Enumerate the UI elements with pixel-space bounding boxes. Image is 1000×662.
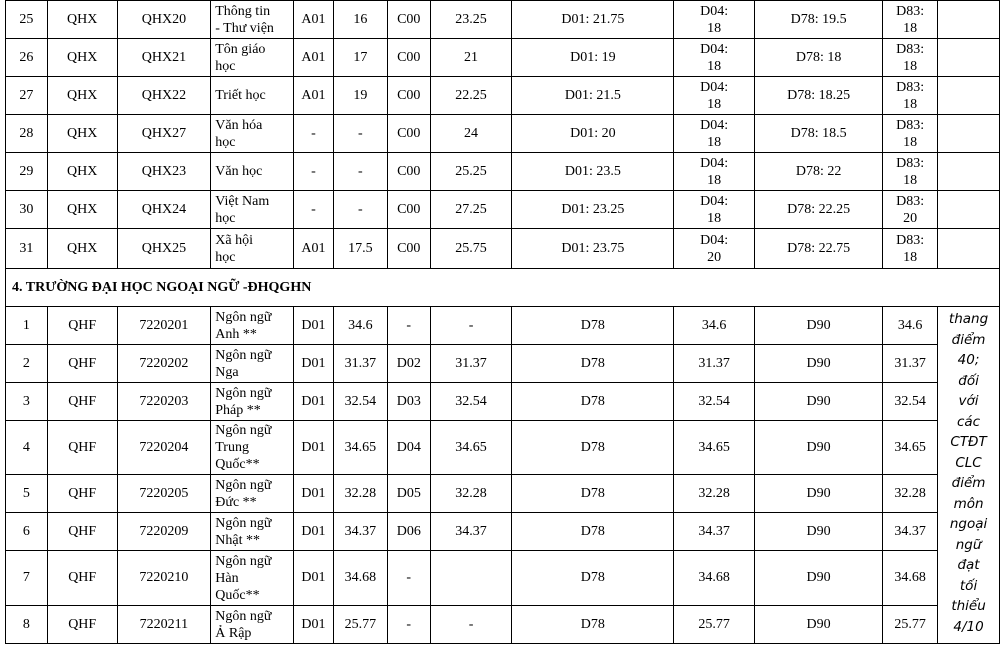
block-d01: D01: 23.5 <box>512 153 674 191</box>
table-row <box>6 1 1000 39</box>
score-4: 31.37 <box>883 345 938 383</box>
score-note-line: ngoại <box>949 516 988 532</box>
school-code: QHF <box>47 551 117 606</box>
block-1: D01 <box>294 475 334 513</box>
table-row <box>6 513 1000 551</box>
major-name-line: Ngôn ngữ <box>215 477 272 493</box>
block-d04-line: D04: <box>700 41 729 57</box>
block-d04-line: D04: <box>700 79 729 95</box>
block-d04 <box>674 229 755 269</box>
score-1: 34.68 <box>333 551 387 606</box>
score-1: 17 <box>333 39 387 77</box>
score-1: 17.5 <box>333 229 387 269</box>
score-4: 34.37 <box>883 513 938 551</box>
block-3: D78 <box>512 307 674 345</box>
block-d83-line: D83: <box>896 117 925 133</box>
major-name-line: Văn học <box>215 164 263 179</box>
block-2: - <box>387 606 430 644</box>
row-number: 31 <box>6 229 48 269</box>
score-3: 32.28 <box>674 475 755 513</box>
row-number: 25 <box>6 1 48 39</box>
block-d04 <box>674 115 755 153</box>
score-4: 25.77 <box>883 606 938 644</box>
score-2: 25.75 <box>430 229 512 269</box>
row-number: 2 <box>6 345 48 383</box>
block-d04 <box>674 39 755 77</box>
block-d83-line: 20 <box>903 210 918 226</box>
block-d83 <box>883 115 938 153</box>
block-d83 <box>883 229 938 269</box>
block-2: C00 <box>387 115 430 153</box>
major-name <box>211 606 294 644</box>
block-2: C00 <box>387 153 430 191</box>
school-code: QHF <box>47 513 117 551</box>
block-d78: D78: 22 <box>754 153 882 191</box>
row-number: 27 <box>6 77 48 115</box>
block-1: A01 <box>294 77 334 115</box>
block-d01: D01: 21.75 <box>512 1 674 39</box>
school-code: QHX <box>47 1 117 39</box>
block-d83-line: 18 <box>903 249 918 265</box>
score-note-line: điểm <box>951 331 986 348</box>
score-1: - <box>333 115 387 153</box>
row-number: 7 <box>6 551 48 606</box>
row-number: 28 <box>6 115 48 153</box>
school-code: QHX <box>47 115 117 153</box>
major-name-line: học <box>215 249 236 265</box>
empty-cell <box>938 39 1000 77</box>
block-d04-line: 18 <box>707 172 722 188</box>
block-4: D90 <box>754 606 882 644</box>
block-d83-line: 18 <box>903 134 918 150</box>
block-d83-line: 18 <box>903 172 918 188</box>
major-name-line: Ngôn ngữ <box>215 309 272 325</box>
major-name-line: học <box>215 58 236 74</box>
score-1: 31.37 <box>333 345 387 383</box>
block-3: D78 <box>512 551 674 606</box>
major-name-line: Ngôn ngữ <box>215 385 272 401</box>
major-code: QHX23 <box>117 153 211 191</box>
major-name <box>211 383 294 421</box>
block-3: D78 <box>512 475 674 513</box>
block-d04-line: 20 <box>707 249 722 265</box>
score-2: 21 <box>430 39 512 77</box>
score-1: 16 <box>333 1 387 39</box>
block-2: - <box>387 307 430 345</box>
score-2: - <box>430 307 512 345</box>
block-2: D05 <box>387 475 430 513</box>
table-row <box>6 421 1000 475</box>
row-number: 1 <box>6 307 48 345</box>
block-2: D06 <box>387 513 430 551</box>
table-row <box>6 39 1000 77</box>
major-name-line: Pháp ** <box>215 402 261 418</box>
school-code: QHF <box>47 307 117 345</box>
table-row <box>6 551 1000 606</box>
row-number: 4 <box>6 421 48 475</box>
score-1: 19 <box>333 77 387 115</box>
table-row <box>6 307 1000 345</box>
block-d78: D78: 18 <box>754 39 882 77</box>
table-row <box>6 229 1000 269</box>
row-number: 8 <box>6 606 48 644</box>
score-note <box>938 307 1000 644</box>
major-code: QHX22 <box>117 77 211 115</box>
score-2: 31.37 <box>430 345 512 383</box>
score-1: 25.77 <box>333 606 387 644</box>
major-name-line: Ngôn ngữ <box>215 423 272 438</box>
block-2: C00 <box>387 77 430 115</box>
block-d78: D78: 22.75 <box>754 229 882 269</box>
major-name-line: Việt Nam <box>215 193 270 209</box>
block-3: D78 <box>512 606 674 644</box>
block-d04 <box>674 191 755 229</box>
block-2: D04 <box>387 421 430 475</box>
major-name-line: học <box>215 134 236 150</box>
block-d78: D78: 22.25 <box>754 191 882 229</box>
score-2: 22.25 <box>430 77 512 115</box>
major-code: 7220203 <box>117 383 211 421</box>
major-name-line: Triết học <box>215 88 266 103</box>
block-4: D90 <box>754 513 882 551</box>
score-note-line: môn <box>953 495 984 512</box>
block-4: D90 <box>754 475 882 513</box>
school-code: QHF <box>47 475 117 513</box>
major-name-line: Ngôn ngữ <box>215 347 272 363</box>
major-name <box>211 551 294 606</box>
block-d83-line: D83: <box>896 3 925 19</box>
block-3: D78 <box>512 345 674 383</box>
block-4: D90 <box>754 307 882 345</box>
score-2: 34.37 <box>430 513 512 551</box>
block-1: D01 <box>294 606 334 644</box>
block-1: - <box>294 153 334 191</box>
table-row <box>6 153 1000 191</box>
block-4: D90 <box>754 383 882 421</box>
score-2: 27.25 <box>430 191 512 229</box>
score-1: 32.28 <box>333 475 387 513</box>
block-2: C00 <box>387 191 430 229</box>
score-1: - <box>333 191 387 229</box>
block-3: D78 <box>512 383 674 421</box>
score-note-line: đạt <box>957 557 980 573</box>
major-name <box>211 307 294 345</box>
table-row <box>6 606 1000 644</box>
block-d83-line: D83: <box>896 193 925 209</box>
block-d83 <box>883 77 938 115</box>
block-1: A01 <box>294 39 334 77</box>
score-note-line: các <box>956 413 981 430</box>
school-code: QHF <box>47 345 117 383</box>
block-d83-line: 18 <box>903 58 918 74</box>
block-d04-line: D04: <box>700 232 729 248</box>
score-2: 23.25 <box>430 1 512 39</box>
block-d04 <box>674 1 755 39</box>
row-number: 3 <box>6 383 48 421</box>
block-1: A01 <box>294 1 334 39</box>
block-d04-line: 18 <box>707 134 722 150</box>
major-name-line: Tôn giáo <box>215 41 266 57</box>
score-3: 31.37 <box>674 345 755 383</box>
admission-score-table <box>5 0 1000 644</box>
block-d83-line: D83: <box>896 79 925 95</box>
block-d83 <box>883 153 938 191</box>
block-2: D03 <box>387 383 430 421</box>
block-d83 <box>883 1 938 39</box>
major-name-line: Ngôn ngữ <box>215 608 272 624</box>
major-code: QHX24 <box>117 191 211 229</box>
row-number: 30 <box>6 191 48 229</box>
major-name-line: Ả Rập <box>215 625 252 641</box>
score-3: 32.54 <box>674 383 755 421</box>
empty-cell <box>938 1 1000 39</box>
score-3: 34.6 <box>674 307 755 345</box>
block-d04-line: D04: <box>700 193 729 209</box>
block-2: D02 <box>387 345 430 383</box>
score-3: 25.77 <box>674 606 755 644</box>
school-code: QHX <box>47 229 117 269</box>
section-heading: 4. TRƯỜNG ĐẠI HỌC NGOẠI NGỮ -ĐHQGHN <box>6 269 1000 307</box>
block-d83-line: 18 <box>903 96 918 112</box>
block-1: D01 <box>294 345 334 383</box>
score-4: 34.6 <box>883 307 938 345</box>
score-note-line: CTĐT <box>950 434 987 450</box>
school-code: QHF <box>47 421 117 475</box>
block-1: D01 <box>294 551 334 606</box>
score-note-line: CLC <box>955 454 982 471</box>
major-name <box>211 345 294 383</box>
block-d04-line: D04: <box>700 3 729 19</box>
score-note-line: đối <box>958 372 979 389</box>
block-3: D78 <box>512 421 674 475</box>
block-4: D90 <box>754 551 882 606</box>
major-name <box>211 229 294 269</box>
row-number: 29 <box>6 153 48 191</box>
major-name <box>211 1 294 39</box>
block-d04 <box>674 77 755 115</box>
score-note-line: với <box>958 393 979 409</box>
major-code: QHX27 <box>117 115 211 153</box>
major-code: 7220209 <box>117 513 211 551</box>
major-name-line: Xã hội <box>215 232 253 248</box>
major-name-line: Nhật ** <box>215 532 260 548</box>
block-d83-line: D83: <box>896 232 925 248</box>
table-row <box>6 77 1000 115</box>
block-d04-line: D04: <box>700 117 729 133</box>
school-code: QHX <box>47 153 117 191</box>
major-name-line: Văn hóa <box>215 117 263 133</box>
block-d83-line: D83: <box>896 155 925 171</box>
score-note-line: điểm <box>951 475 986 491</box>
score-2: - <box>430 606 512 644</box>
block-d78: D78: 18.5 <box>754 115 882 153</box>
block-d83-line: D83: <box>896 41 925 57</box>
major-name-line: học <box>215 210 236 226</box>
score-4: 32.28 <box>883 475 938 513</box>
empty-cell <box>938 191 1000 229</box>
major-name <box>211 191 294 229</box>
block-d01: D01: 21.5 <box>512 77 674 115</box>
block-d01: D01: 20 <box>512 115 674 153</box>
block-4: D90 <box>754 345 882 383</box>
major-code: QHX25 <box>117 229 211 269</box>
score-2: 32.28 <box>430 475 512 513</box>
major-name-line: Đức ** <box>215 494 257 510</box>
school-code: QHX <box>47 191 117 229</box>
major-name-line: Quốc** <box>215 587 260 603</box>
block-d83 <box>883 191 938 229</box>
block-d78: D78: 18.25 <box>754 77 882 115</box>
major-name-line: Trung <box>215 440 249 455</box>
major-code: QHX21 <box>117 39 211 77</box>
block-1: D01 <box>294 421 334 475</box>
table-row <box>6 345 1000 383</box>
major-name-line: Quốc** <box>215 457 260 472</box>
block-d04-line: D04: <box>700 155 729 171</box>
block-2: C00 <box>387 1 430 39</box>
major-code: 7220211 <box>117 606 211 644</box>
major-name-line: - Thư viện <box>215 20 274 36</box>
score-3: 34.65 <box>674 421 755 475</box>
major-code: QHX20 <box>117 1 211 39</box>
major-code: 7220205 <box>117 475 211 513</box>
empty-cell <box>938 115 1000 153</box>
block-d04-line: 18 <box>707 58 722 74</box>
major-name <box>211 77 294 115</box>
school-code: QHF <box>47 606 117 644</box>
major-name <box>211 153 294 191</box>
block-d04-line: 18 <box>707 20 722 36</box>
major-name <box>211 475 294 513</box>
row-number: 26 <box>6 39 48 77</box>
block-1: - <box>294 115 334 153</box>
score-3: 34.37 <box>674 513 755 551</box>
block-3: D78 <box>512 513 674 551</box>
row-number: 5 <box>6 475 48 513</box>
block-d78: D78: 19.5 <box>754 1 882 39</box>
table-row <box>6 191 1000 229</box>
block-d01: D01: 23.75 <box>512 229 674 269</box>
block-2: C00 <box>387 39 430 77</box>
score-2 <box>430 551 512 606</box>
major-code: 7220204 <box>117 421 211 475</box>
table-row <box>6 383 1000 421</box>
score-2: 34.65 <box>430 421 512 475</box>
score-note-line: 4/10 <box>953 618 984 635</box>
block-1: D01 <box>294 383 334 421</box>
school-code: QHF <box>47 383 117 421</box>
score-4: 34.68 <box>883 551 938 606</box>
score-1: 32.54 <box>333 383 387 421</box>
block-2: C00 <box>387 229 430 269</box>
major-name-line: Anh ** <box>215 326 257 342</box>
block-d83-line: 18 <box>903 20 918 36</box>
major-code: 7220202 <box>117 345 211 383</box>
block-4: D90 <box>754 421 882 475</box>
score-2: 32.54 <box>430 383 512 421</box>
major-name-line: Thông tin <box>215 3 271 19</box>
block-2: - <box>387 551 430 606</box>
score-2: 25.25 <box>430 153 512 191</box>
score-1: 34.6 <box>333 307 387 345</box>
score-3: 34.68 <box>674 551 755 606</box>
block-1: D01 <box>294 513 334 551</box>
score-4: 32.54 <box>883 383 938 421</box>
empty-cell <box>938 77 1000 115</box>
score-note-line: thang <box>948 311 989 327</box>
score-note-line: thiểu <box>951 598 986 614</box>
table-row <box>6 115 1000 153</box>
major-code: 7220210 <box>117 551 211 606</box>
block-d04 <box>674 153 755 191</box>
block-1: A01 <box>294 229 334 269</box>
major-code: 7220201 <box>117 307 211 345</box>
block-d04-line: 18 <box>707 96 722 112</box>
block-d01: D01: 19 <box>512 39 674 77</box>
major-name-line: Hàn <box>215 570 239 586</box>
empty-cell <box>938 229 1000 269</box>
major-name-line: Ngôn ngữ <box>215 515 272 531</box>
score-note-line: 40; <box>957 352 980 368</box>
score-note-line: ngữ <box>955 536 982 553</box>
block-d04-line: 18 <box>707 210 722 226</box>
lower-rows <box>6 307 1000 644</box>
table-row <box>6 475 1000 513</box>
major-name-line: Nga <box>215 364 239 380</box>
score-1: 34.65 <box>333 421 387 475</box>
score-1: - <box>333 153 387 191</box>
empty-cell <box>938 153 1000 191</box>
major-name <box>211 513 294 551</box>
major-name <box>211 39 294 77</box>
score-2: 24 <box>430 115 512 153</box>
block-d01: D01: 23.25 <box>512 191 674 229</box>
score-note-line: tối <box>959 577 978 594</box>
score-1: 34.37 <box>333 513 387 551</box>
section-row <box>6 269 1000 307</box>
block-d83 <box>883 39 938 77</box>
school-code: QHX <box>47 77 117 115</box>
school-code: QHX <box>47 39 117 77</box>
section-row-group <box>6 269 1000 307</box>
block-1: D01 <box>294 307 334 345</box>
block-1: - <box>294 191 334 229</box>
upper-rows <box>6 1 1000 269</box>
major-name-line: Ngôn ngữ <box>215 553 272 569</box>
row-number: 6 <box>6 513 48 551</box>
major-name <box>211 421 294 475</box>
major-name <box>211 115 294 153</box>
score-4: 34.65 <box>883 421 938 475</box>
